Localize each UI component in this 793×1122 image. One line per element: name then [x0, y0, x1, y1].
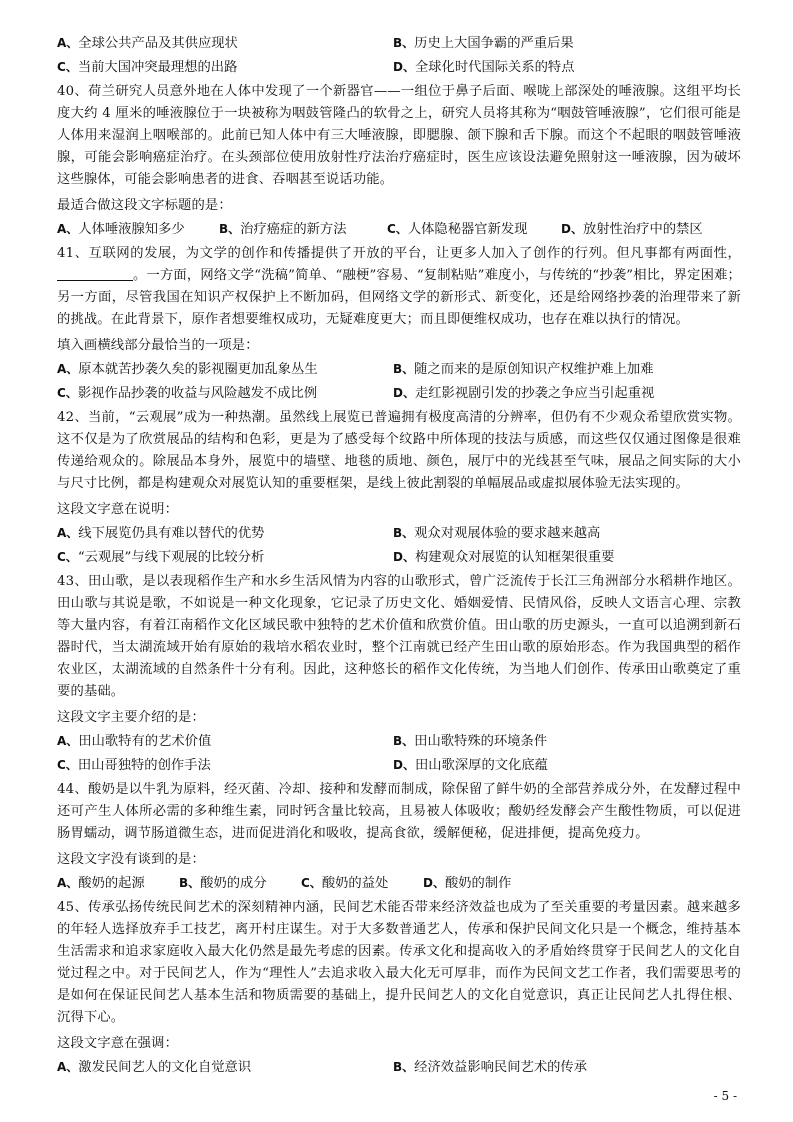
q41-option-b[interactable]: B、随之而来的是原创知识产权维护难上加难 — [393, 362, 654, 377]
q42-option-a[interactable]: A、线下展览仍具有难以替代的优势 — [57, 526, 265, 541]
q41-passage: 41、互联网的发展，为文学的创作和传播提供了开放的平台，让更多人加入了创作的行列。但凡事都有两面性，。一方面，网络文学“洗稿”简单、“融梗”容易、“复制粘贴”难度小，与传统的“抄袭”相比，界定困难；另一方面，尽管我国在知识产权保护上不断加码，但网络文学的新形式、新变化，还是给网络抄袭的治理带来了新的挑战。在此背景下，原作者想要维权成功，无疑难度更大；而且即便维权成功，也存在难以执行的情况。 — [57, 246, 741, 327]
q42-option-b[interactable]: B、观众对观展体验的要求越来越高 — [393, 526, 601, 541]
q41-options-row-1 — [57, 358, 741, 381]
q45-option-a[interactable]: A、激发民间艺人的文化自觉意识 — [57, 1060, 252, 1075]
q43-prompt: 这段文字主要介绍的是： — [57, 710, 205, 725]
q41-options-row-2 — [57, 382, 741, 405]
q45-passage: 45、传承弘扬传统民间艺术的深刻精神内涵，民间艺术能否带来经济效益也成为了至关重要的考量因素。越来越多的年轻人选择放弃手工技艺，离开村庄谋生。对于大多数普通艺人，传承和保护民间文化只是一个概念，维持基本生活需求和追求家庭收入最大化仍然是最先考虑的因素。传承文化和提高收入的矛盾始终贯穿于民间艺人的文化自觉过程之中。对于民间艺人，作为“理性人”去追求收入最大化无可厚非，而作为民间文艺工作者，我们需要思考的是如何在保证民间艺人基本生活和物质需要的基础上，提升民间艺人的文化自觉意识，真正让民间艺人扎得住根、沉得下心。 — [57, 900, 741, 1025]
q44-options — [57, 872, 741, 895]
q42-option-c[interactable]: C、“云观展”与线下观展的比较分析 — [57, 550, 265, 565]
q39-option-b[interactable]: B、历史上大国争霸的严重后果 — [393, 36, 574, 51]
q40-options — [57, 218, 741, 241]
q39-option-d[interactable]: D、全球化时代国际关系的特点 — [393, 60, 575, 75]
q45-option-b[interactable]: B、经济效益影响民间艺术的传承 — [393, 1060, 588, 1075]
page-number: - 5 - — [713, 1089, 737, 1103]
q40-prompt: 最适合做这段文字标题的是： — [57, 198, 232, 213]
q45-prompt: 这段文字意在强调： — [57, 1036, 179, 1051]
q43-option-a[interactable]: A、田山歌特有的艺术价值 — [57, 734, 212, 749]
q41-option-d[interactable]: D、走红影视剧引发的抄袭之争应当引起重视 — [393, 386, 655, 401]
q43-option-d[interactable]: D、田山歌深厚的文化底蕴 — [393, 758, 548, 773]
q43-options-row-1 — [57, 730, 741, 753]
q40-option-b[interactable]: B、治疗癌症的新方法 — [219, 222, 347, 237]
q41-option-a[interactable]: A、原本就苦抄袭久矣的影视圈更加乱象丛生 — [57, 362, 318, 377]
q39-options-row-1 — [57, 32, 741, 55]
q42-prompt: 这段文字意在说明： — [57, 502, 179, 517]
fill-in-blank — [57, 266, 133, 281]
q40-option-c[interactable]: C、人体隐秘器官新发现 — [387, 222, 528, 237]
q44-passage: 44、酸奶是以牛乳为原料，经灭菌、冷却、接种和发酵而制成，除保留了鲜牛奶的全部营养成分外，在发酵过程中还可产生人体所必需的多种维生素，同时钙含量比较高，且易被人体吸收；酸奶经发酵会产生酸性物质，可以促进肠胃蠕动，调节肠道微生态，进而促进消化和吸收，提高食欲，缓解便秘，促进排便，提高免疫力。 — [57, 782, 741, 841]
q40-option-d[interactable]: D、放射性治疗中的禁区 — [561, 222, 703, 237]
q42-options-row-2 — [57, 546, 741, 569]
q44-prompt: 这段文字没有谈到的是： — [57, 852, 205, 867]
q41-prompt: 填入画横线部分最恰当的一项是： — [57, 338, 259, 353]
q42-options-row-1 — [57, 522, 741, 545]
q43-passage: 43、田山歌，是以表现稻作生产和水乡生活风情为内容的山歌形式，曾广泛流传于长江三角洲部分水稻耕作地区。田山歌与其说是歌，不如说是一种文化现象，它记录了历史文化、婚姻爱情、民情风俗，反映人文语言心理、宗教等大量内容，有着江南稻作文化区域民歌中独特的艺术价值和欣赏价值。田山歌的历史源头，一直可以追溯到新石器时代，当太湖流域开始有原始的栽培水稻农业时，整个江南就已经产生田山歌的原始形态。作为我国典型的稻作农业区，太湖流域的自然条件十分有利。因此，这种悠长的稻作文化传统，为当地人们创作、传承田山歌奠定了重要的基础。 — [57, 574, 741, 699]
q39-option-c[interactable]: C、当前大国冲突最理想的出路 — [57, 60, 238, 75]
q42-passage: 42、当前，“云观展”成为一种热潮。虽然线上展览已普遍拥有极度高清的分辨率，但仍有不少观众希望欣赏实物。这不仅是为了欣赏展品的结构和色彩，更是为了感受每个纹路中所体现的技法与质感，而这些仅仅通过图像是很难传递给观众的。除展品本身外，展览中的墙壁、地毯的质地、颜色，展厅中的光线甚至气味，展品之间实际的大小与尺寸比例，都是构建观众对展览认知的重要框架，是线上彼此割裂的单幅展品或虚拟展体验无法实现的。 — [57, 410, 741, 491]
q39-options-row-2 — [57, 56, 741, 79]
q43-option-b[interactable]: B、田山歌特殊的环境条件 — [393, 734, 548, 749]
q44-option-d[interactable]: D、酸奶的制作 — [423, 876, 512, 891]
exam-page — [57, 31, 741, 1080]
q44-option-a[interactable]: A、酸奶的起源 — [57, 876, 145, 891]
q42-option-d[interactable]: D、构建观众对展览的认知框架很重要 — [393, 550, 615, 565]
q41-option-c[interactable]: C、影视作品抄袭的收益与风险越发不成比例 — [57, 386, 318, 401]
q44-option-b[interactable]: B、酸奶的成分 — [179, 876, 267, 891]
q43-options-row-2 — [57, 754, 741, 777]
q45-options-row-1 — [57, 1056, 741, 1079]
q43-option-c[interactable]: C、田山哥独特的创作手法 — [57, 758, 211, 773]
q40-option-a[interactable]: A、人体唾液腺知多少 — [57, 222, 185, 237]
q40-passage: 40、荷兰研究人员意外地在人体中发现了一个新器官——一组位于鼻子后面、喉咙上部深处的唾液腺。这组平均长度大约 4 厘米的唾液腺位于一块被称为咽鼓管隆凸的软骨之上，研究人员将其称为“咽鼓管唾液腺”，它们很可能是人体用来湿润上咽喉部的。此前已知人体中有三大唾液腺，即腮腺、颌下腺和舌下腺。而这个不起眼的咽鼓管唾液腺，可能会影响癌症治疗。在头颈部位使用放射性疗法治疗癌症时，医生应该设法避免照射这一唾液腺，因为破坏这些腺体，可能会影响患者的进食、吞咽甚至说话功能。 — [57, 84, 741, 187]
q39-option-a[interactable]: A、全球公共产品及其供应现状 — [57, 36, 238, 51]
q44-option-c[interactable]: C、酸奶的益处 — [301, 876, 389, 891]
